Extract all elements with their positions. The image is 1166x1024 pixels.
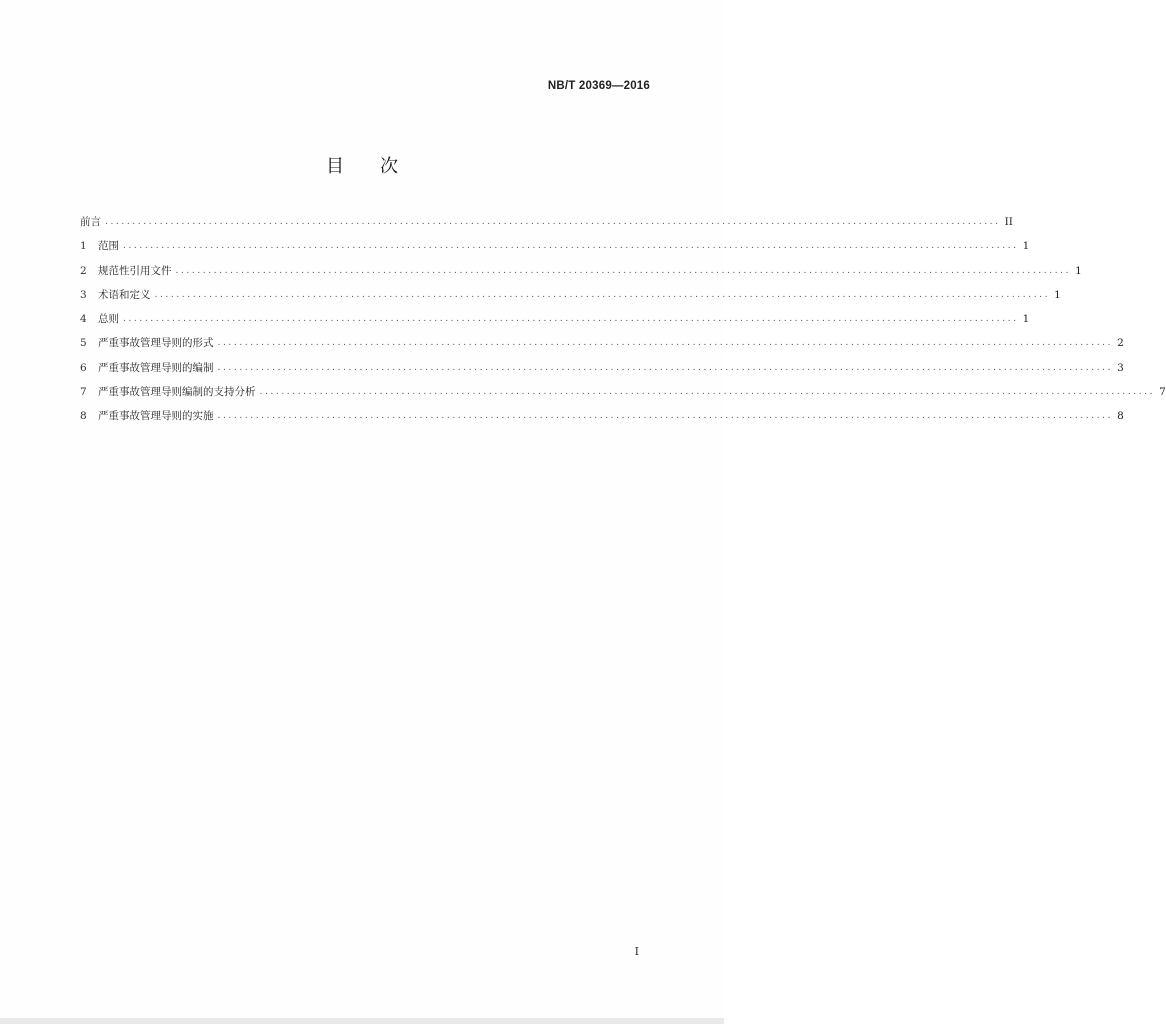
toc-entry-number: 8 [80, 410, 87, 423]
toc-entry-page: 8 [1117, 410, 1124, 423]
toc-entry-6[interactable] [80, 356, 1124, 380]
toc-entry-page: II [1004, 216, 1013, 228]
toc-entry-label: 规范性引用文件 [98, 264, 172, 277]
toc-entry-number: 6 [80, 361, 87, 374]
toc-leader-dots: .................................................................................................................................................................... [217, 338, 1114, 349]
toc-entry-label: 范围 [98, 240, 119, 253]
toc-entry-label: 术语和定义 [98, 288, 151, 301]
toc-entry-number: 2 [80, 264, 87, 277]
page-title [0, 152, 724, 178]
toc-leader-dots: .................................................................................................................................................................... [123, 314, 1019, 325]
toc-entry-label: 前言 [80, 216, 101, 228]
toc-entry-1[interactable] [80, 234, 1030, 258]
table-of-contents [80, 210, 1166, 429]
toc-leader-dots: .................................................................................................................................................................... [217, 411, 1114, 422]
toc-entry-page: 1 [1022, 240, 1030, 253]
toc-leader-dots: .................................................................................................................................................................... [154, 289, 1051, 300]
toc-leader-dots: .................................................................................................................................................................... [105, 217, 1001, 227]
toc-entry-3[interactable] [80, 283, 1061, 307]
toc-entry-page: 1 [1054, 288, 1061, 301]
toc-entry-label: 总则 [98, 313, 119, 326]
toc-leader-dots: .................................................................................................................................................................... [175, 265, 1072, 276]
toc-entry-label: 严重事故管理导则的实施 [98, 410, 214, 423]
toc-entry-label: 严重事故管理导则的编制 [98, 361, 214, 374]
toc-entry-number: 1 [80, 240, 87, 253]
toc-entry-number: 5 [80, 337, 87, 350]
toc-entry-page: 7 [1159, 386, 1166, 399]
toc-entry-2[interactable] [80, 259, 1082, 283]
title-char-2: 次 [380, 156, 398, 177]
toc-entry-page: 1 [1075, 264, 1082, 277]
toc-leader-dots: .................................................................................................................................................................... [259, 387, 1156, 398]
toc-entry-foreword[interactable] [80, 210, 1013, 234]
toc-entry-number: 7 [80, 386, 87, 399]
toc-entry-label: 严重事故管理导则的形式 [98, 337, 214, 350]
page-number: I [634, 945, 639, 958]
toc-entry-number: 4 [80, 313, 87, 326]
toc-leader-dots: .................................................................................................................................................................... [123, 241, 1019, 252]
toc-entry-number: 3 [80, 288, 87, 301]
standard-code: NB/T 20369—2016 [547, 80, 650, 92]
title-char-1: 目 [326, 156, 344, 177]
toc-entry-7[interactable] [80, 380, 1166, 404]
toc-entry-8[interactable] [80, 404, 1124, 428]
toc-leader-dots: .................................................................................................................................................................... [217, 362, 1114, 373]
toc-entry-4[interactable] [80, 307, 1030, 331]
toc-entry-page: 3 [1117, 361, 1124, 374]
toc-entry-label: 严重事故管理导则编制的支持分析 [98, 386, 256, 399]
toc-entry-page: 1 [1022, 313, 1030, 326]
scan-edge [0, 1018, 724, 1024]
toc-entry-page: 2 [1117, 337, 1124, 350]
toc-entry-5[interactable] [80, 331, 1124, 355]
